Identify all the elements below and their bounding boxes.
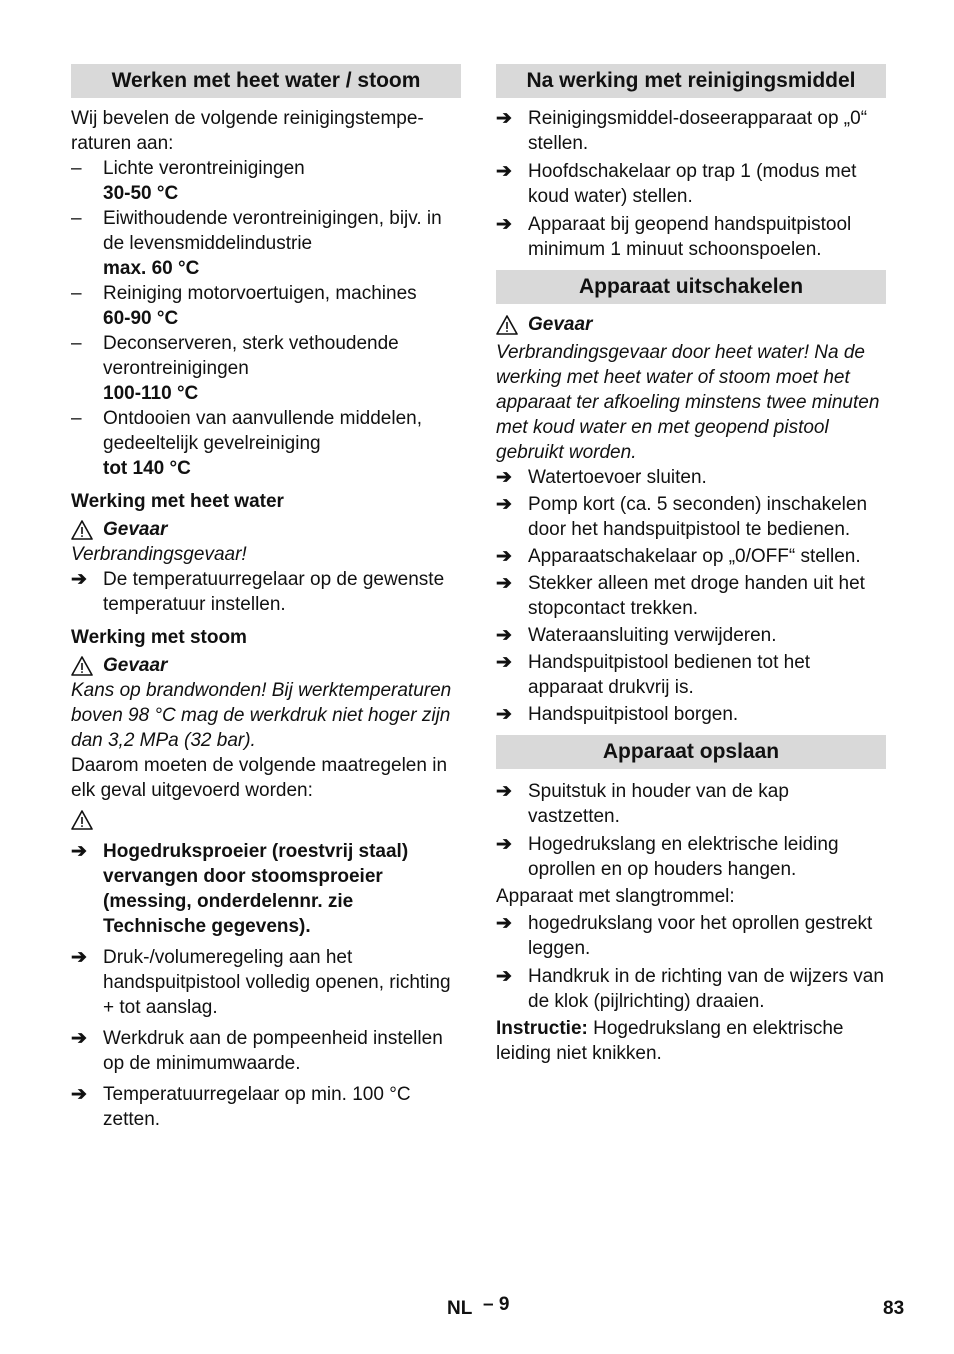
warning-triangle-icon bbox=[71, 655, 93, 677]
list-item bbox=[496, 650, 886, 700]
footer-lang: NL bbox=[447, 1298, 473, 1319]
list-item bbox=[71, 1082, 461, 1132]
list-item bbox=[71, 281, 461, 306]
section-heading-storage: Apparaat opslaan bbox=[496, 735, 886, 769]
note-text: Daarom moeten de volgende maatregelen in elk geval uitgevoerd worden: bbox=[71, 755, 448, 801]
warning-triangle-icon bbox=[71, 809, 93, 831]
arrow-icon: ➔ bbox=[496, 494, 512, 515]
warning-text: Verbrandingsgevaar! bbox=[71, 544, 247, 565]
dash-marker: – bbox=[71, 333, 82, 354]
list-item bbox=[496, 964, 886, 1014]
arrow-icon: ➔ bbox=[496, 966, 512, 987]
list-item bbox=[496, 465, 886, 490]
temp-value: max. 60 °C bbox=[103, 258, 200, 279]
warning-label bbox=[496, 312, 886, 337]
temp-value: 30-50 °C bbox=[103, 183, 179, 204]
arrow-icon: ➔ bbox=[496, 652, 512, 673]
warning-label-text: Gevaar bbox=[528, 314, 593, 335]
dash-marker: – bbox=[71, 408, 82, 429]
left-column bbox=[71, 64, 461, 1132]
step-text: Hogedrukslang en elektrische leiding oprollen en op houders hangen. bbox=[528, 834, 839, 880]
temp-value: 60-90 °C bbox=[103, 308, 179, 329]
section-heading-after-detergent: Na werking met reinigingsmiddel bbox=[496, 64, 886, 98]
step-text: hogedrukslang voor het oprollen gestrekt leggen. bbox=[528, 913, 873, 959]
list-item bbox=[496, 571, 886, 621]
list-item bbox=[496, 623, 886, 648]
step-text: Pomp kort (ca. 5 seconden) inschakelen door het handspuitpistool te bedienen. bbox=[528, 494, 868, 540]
step-text: Druk-/volumeregeling aan het handspuitpistool volledig openen, richting + tot aanslag. bbox=[103, 947, 451, 1018]
footer-page-sub: – 9 bbox=[483, 1294, 510, 1315]
arrow-icon: ➔ bbox=[496, 834, 512, 855]
warning-label bbox=[71, 517, 461, 542]
section-heading-hot-water-steam: Werken met heet water / stoom bbox=[71, 64, 461, 98]
warning-label-text: Gevaar bbox=[103, 519, 168, 540]
step-text: Handspuitpistool borgen. bbox=[528, 704, 739, 725]
warning-text: Verbrandingsgevaar door heet water! Na de werking met heet water of stoom moet het apparaat ter afkoeling minstens twee minuten met koud water en met geopend pistool gebruikt worden. bbox=[496, 342, 880, 463]
list-item bbox=[496, 544, 886, 569]
footer-page-number: 83 bbox=[883, 1298, 905, 1319]
arrow-icon: ➔ bbox=[496, 573, 512, 594]
step-text: Reinigingsmiddel-doseerapparaat op „0“ stellen. bbox=[528, 108, 868, 154]
dash-marker: – bbox=[71, 158, 82, 179]
step-text: Temperatuurregelaar op min. 100 °C zetten. bbox=[103, 1084, 411, 1130]
temp-label: Ontdooien van aanvullende middelen, gedeeltelijk gevelreiniging bbox=[103, 408, 423, 454]
arrow-icon: ➔ bbox=[496, 108, 512, 129]
temp-label: Reiniging motorvoertuigen, machines bbox=[103, 283, 417, 304]
step-text: De temperatuurregelaar op de gewenste temperatuur instellen. bbox=[103, 569, 445, 615]
arrow-icon: ➔ bbox=[496, 704, 512, 725]
arrow-icon: ➔ bbox=[496, 214, 512, 235]
dash-marker: – bbox=[71, 283, 82, 304]
step-text: Spuitstuk in houder van de kap vastzetten. bbox=[528, 781, 789, 827]
arrow-icon: ➔ bbox=[496, 781, 512, 802]
arrow-icon: ➔ bbox=[71, 1084, 87, 1105]
intro-text: Wij bevelen de volgende reinigingstempe-raturen aan: bbox=[71, 108, 424, 154]
arrow-icon: ➔ bbox=[71, 947, 87, 968]
list-item bbox=[496, 106, 886, 156]
list-item bbox=[71, 945, 461, 1020]
instruction-note bbox=[496, 1016, 886, 1066]
instruction-label: Instructie: bbox=[496, 1018, 588, 1039]
list-item bbox=[71, 1026, 461, 1076]
list-item bbox=[71, 206, 461, 256]
arrow-icon: ➔ bbox=[496, 625, 512, 646]
arrow-icon: ➔ bbox=[496, 161, 512, 182]
warning-label bbox=[71, 653, 461, 678]
subheading-hot-water: Werking met heet water bbox=[71, 491, 284, 512]
step-text: Werkdruk aan de pompeenheid instellen op de minimumwaarde. bbox=[103, 1028, 443, 1074]
warning-text: Kans op brandwonden! Bij werktemperaturen boven 98 °C mag de werkdruk niet hoger zijn dan 3,2 MPa (32 bar). bbox=[71, 680, 452, 751]
right-column bbox=[496, 64, 886, 1066]
section-heading-switch-off: Apparaat uitschakelen bbox=[496, 270, 886, 304]
step-text: Stekker alleen met droge handen uit het stopcontact trekken. bbox=[528, 573, 865, 619]
list-item bbox=[496, 492, 886, 542]
arrow-icon: ➔ bbox=[71, 841, 87, 862]
list-item bbox=[71, 839, 461, 939]
warning-triangle-icon bbox=[71, 519, 93, 541]
subheading-steam: Werking met stoom bbox=[71, 627, 247, 648]
warning-symbol bbox=[71, 809, 461, 835]
list-item bbox=[71, 567, 461, 617]
list-item bbox=[71, 156, 461, 181]
temp-label: Lichte verontreinigingen bbox=[103, 158, 305, 179]
instruction-text: Hogedrukslang en elektrische leiding niet knikken. bbox=[496, 1018, 844, 1064]
list-item bbox=[496, 212, 886, 262]
temp-label: Deconserveren, sterk vethoudende verontreinigingen bbox=[103, 333, 399, 379]
arrow-icon: ➔ bbox=[71, 569, 87, 590]
step-text: Handspuitpistool bedienen tot het apparaat drukvrij is. bbox=[528, 652, 811, 698]
list-item bbox=[496, 702, 886, 727]
drum-intro-text: Apparaat met slangtrommel: bbox=[496, 886, 735, 907]
step-text: Apparaatschakelaar op „0/OFF“ stellen. bbox=[528, 546, 861, 567]
dash-marker: – bbox=[71, 208, 82, 229]
step-text: Wateraansluiting verwijderen. bbox=[528, 625, 777, 646]
step-text: Hoofdschakelaar op trap 1 (modus met koud water) stellen. bbox=[528, 161, 857, 207]
arrow-icon: ➔ bbox=[496, 546, 512, 567]
step-text: Watertoevoer sluiten. bbox=[528, 467, 707, 488]
step-text: Apparaat bij geopend handspuitpistool minimum 1 minuut schoonspoelen. bbox=[528, 214, 852, 260]
temp-value: 100-110 °C bbox=[103, 383, 199, 404]
arrow-icon: ➔ bbox=[496, 467, 512, 488]
list-item bbox=[496, 911, 886, 961]
arrow-icon: ➔ bbox=[71, 1028, 87, 1049]
list-item bbox=[71, 331, 461, 381]
step-text: Hogedruksproeier (roestvrij staal) vervangen door stoomsproeier (messing, onderdelennr. zie Technische gegevens). bbox=[103, 841, 409, 937]
arrow-icon: ➔ bbox=[496, 913, 512, 934]
warning-label-text: Gevaar bbox=[103, 655, 168, 676]
warning-triangle-icon bbox=[496, 314, 518, 336]
list-item bbox=[71, 406, 461, 456]
temp-value: tot 140 °C bbox=[103, 458, 191, 479]
list-item bbox=[496, 779, 886, 829]
list-item bbox=[496, 159, 886, 209]
temp-label: Eiwithoudende verontreinigingen, bijv. in de levensmiddelindustrie bbox=[103, 208, 442, 254]
step-text: Handkruk in de richting van de wijzers van de klok (pijlrichting) draaien. bbox=[528, 966, 884, 1012]
list-item bbox=[496, 832, 886, 882]
temperature-list bbox=[71, 156, 461, 481]
